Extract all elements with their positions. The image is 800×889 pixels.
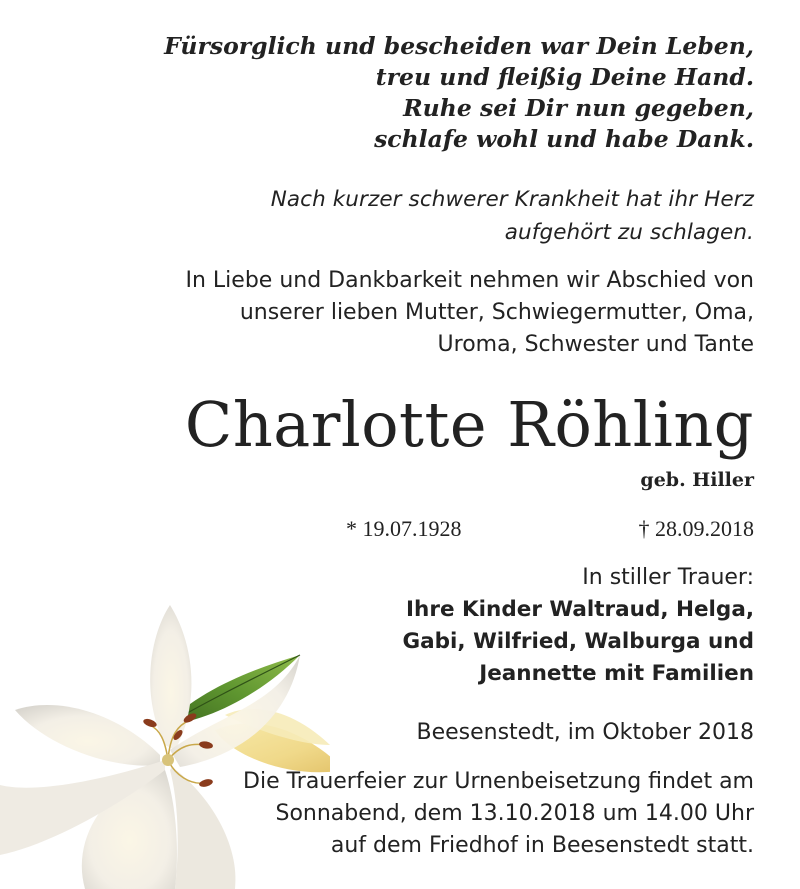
place-date: Beesenstedt, im Oktober 2018 — [416, 720, 754, 745]
maiden-name: geb. Hiller — [640, 469, 754, 491]
farewell-line-3: Uroma, Schwester und Tante — [437, 332, 754, 357]
poem-line-3: Ruhe sei Dir nun gegeben, — [403, 94, 754, 122]
farewell-line-2: unserer lieben Mutter, Schwiegermutter, Oma, — [239, 300, 754, 325]
poem-line-4: schlafe wohl und habe Dank. — [374, 125, 754, 153]
lily-flower-icon — [0, 595, 330, 889]
birth-date: * 19.07.1928 — [346, 516, 462, 541]
funeral-line-2: Sonnabend, dem 13.10.2018 um 14.00 Uhr — [275, 801, 754, 826]
intro-line-1: Nach kurzer schwerer Krankheit hat ihr Herz — [270, 187, 754, 212]
funeral-line-3: auf dem Friedhof in Beesenstedt statt. — [330, 833, 754, 858]
poem-line-2: treu und fleißig Deine Hand. — [375, 63, 754, 91]
death-date: † 28.09.2018 — [638, 516, 754, 541]
farewell-line-1: In Liebe und Dankbarkeit nehmen wir Abschied von — [185, 268, 754, 293]
deceased-name: Charlotte Röhling — [184, 388, 754, 461]
mourners-heading: In stiller Trauer: — [582, 565, 754, 590]
mourners-line-3: Jeannette mit Familien — [479, 661, 754, 686]
mourners-line-2: Gabi, Wilfried, Walburga und — [402, 629, 754, 654]
intro-line-2: aufgehört zu schlagen. — [504, 220, 754, 245]
poem-line-1: Fürsorglich und bescheiden war Dein Leben, — [164, 32, 754, 60]
mourners-line-1: Ihre Kinder Waltraud, Helga, — [406, 597, 754, 622]
funeral-line-1: Die Trauerfeier zur Urnenbeisetzung findet am — [243, 769, 754, 794]
